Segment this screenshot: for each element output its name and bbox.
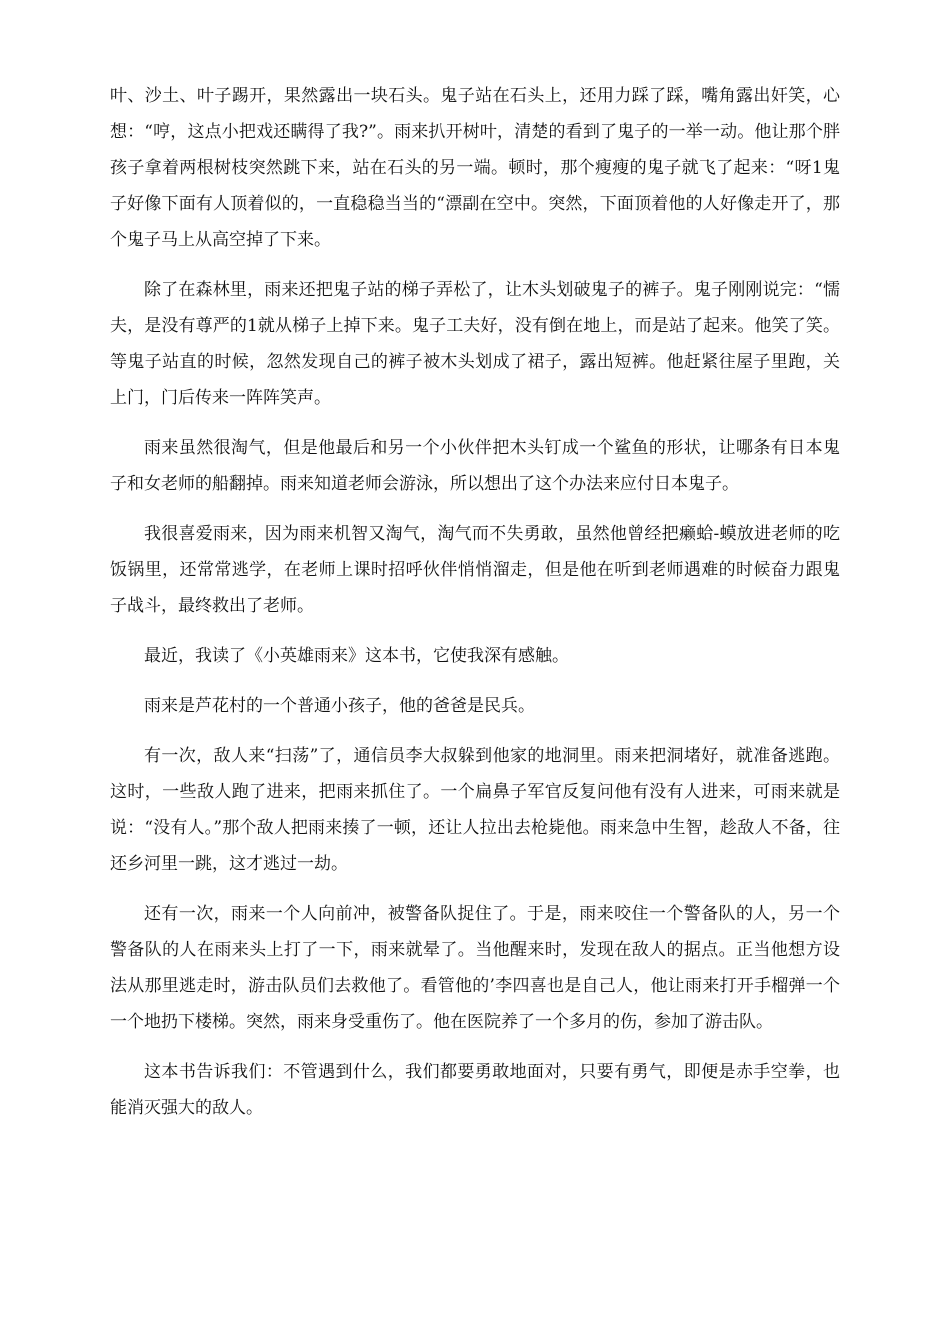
paragraph-5: 最近，我读了《小英雄雨来》这本书，它使我深有感触。 — [144, 646, 569, 666]
paragraph-8: 还有一次，雨来一个人向前冲，被警备队捉住了。于是，雨来咬住一个警备队的人，另一个警备队的人在雨来头上打了一下，雨来就晕了。当他醒来时，发现在敌人的据点。正当他想方设法从那里逃走时，游击队员们去救他了。看管他的’李四喜也是自己人，他让雨来打开手榴弹一个一个地扔下楼梯。突然，雨来身受重伤了。他在医院养了一个多月的伤，参加了游击队。 — [110, 904, 840, 1032]
paragraph-7: 有一次，敌人来“扫荡”了，通信员李大叔躲到他家的地洞里。雨来把洞堵好，就准备逃跑。这时，一些敌人跑了进来，把雨来抓住了。一个扁鼻子军官反复问他有没有人进来，可雨来就是说：“没有人。”那个敌人把雨来揍了一顿，还让人拉出去枪毙他。雨来急中生智，趁敌人不备，往还乡河里一跳，这才逃过一劫。 — [110, 746, 840, 874]
document-body — [110, 78, 840, 1140]
paragraph-9: 这本书告诉我们：不管遇到什么，我们都要勇敢地面对，只要有勇气，即便是赤手空拳，也能消灭强大的敌人。 — [110, 1062, 840, 1118]
paragraph-2: 除了在森林里，雨来还把鬼子站的梯子弄松了，让木头划破鬼子的裤子。鬼子刚刚说完：“懦夫，是没有尊严的1就从梯子上掉下来。鬼子工夫好，没有倒在地上，而是站了起来。他笑了笑。等鬼子站直的时候，忽然发现自己的裤子被木头划成了裙子，露出短裤。他赶紧往屋子里跑，关上门，门后传来一阵阵笑声。 — [110, 280, 840, 408]
paragraph-4: 我很喜爱雨来，因为雨来机智又淘气，淘气而不失勇敢，虽然他曾经把癞蛤-蟆放进老师的吃饭锅里，还常常逃学，在老师上课时招呼伙伴悄悄溜走，但是他在听到老师遇难的时候奋力跟鬼子战斗，最终救出了老师。 — [110, 524, 840, 616]
paragraph-3: 雨来虽然很淘气，但是他最后和另一个小伙伴把木头钉成一个鲨鱼的形状，让哪条有日本鬼子和女老师的船翻掉。雨来知道老师会游泳，所以想出了这个办法来应付日本鬼子。 — [110, 438, 840, 494]
paragraph-6: 雨来是芦花村的一个普通小孩子，他的爸爸是民兵。 — [144, 696, 535, 716]
paragraph-1: 叶、沙土、叶子踢开，果然露出一块石头。鬼子站在石头上，还用力踩了踩，嘴角露出奸笑，心想：“哼，这点小把戏还瞒得了我?”。雨来扒开树叶，清楚的看到了鬼子的一举一动。他让那个胖孩子拿着两根树枝突然跳下来，站在石头的另一端。顿时，那个瘦瘦的鬼子就飞了起来：“呀1鬼子好像下面有人顶着似的，一直稳稳当当的“漂副在空中。突然，下面顶着他的人好像走开了，那个鬼子马上从高空掉了下来。 — [110, 86, 840, 250]
